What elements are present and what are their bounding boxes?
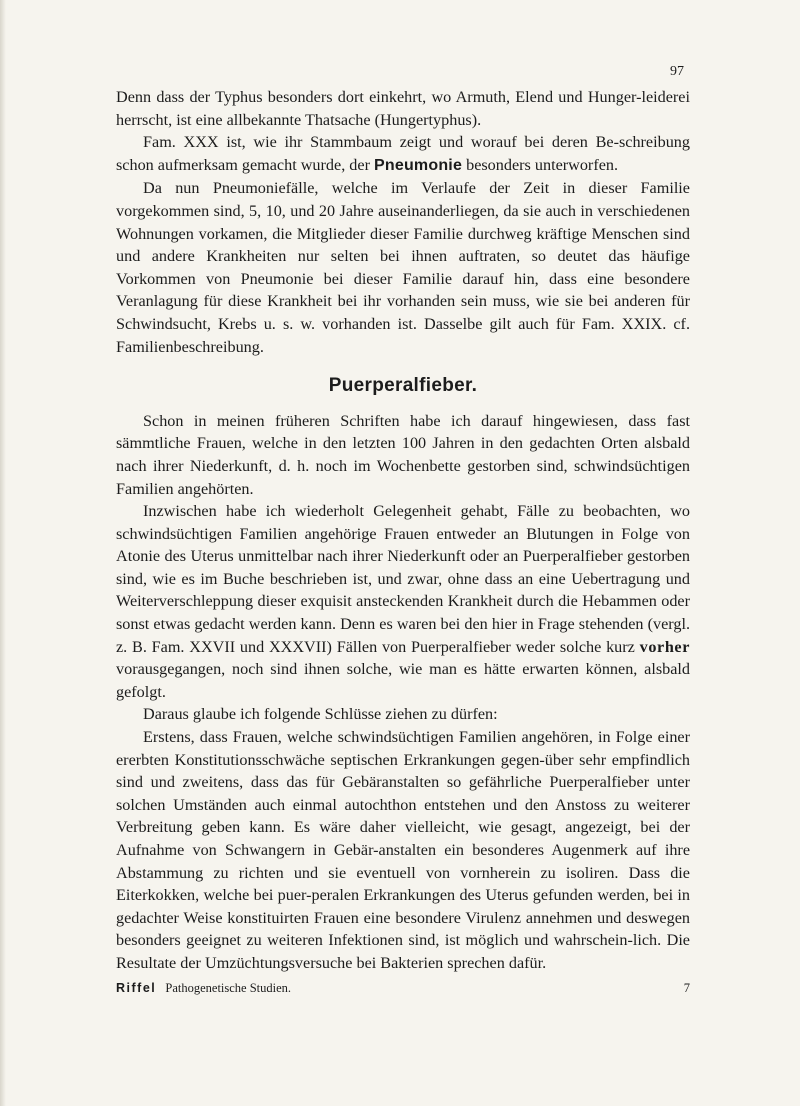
body-text-after-heading [116,410,690,975]
paragraph-text: besonders unterworfen. [462,155,619,174]
paragraph [116,177,690,358]
body-text-before-heading [116,86,690,358]
page-binding-edge [0,0,6,1106]
paragraph-text: Denn dass der Typhus besonders dort einkehrt, wo Armuth, Elend und Hunger-leiderei herrscht, ist eine allbekannte Thatsache (Hungertyphus). [116,88,690,129]
paragraph [116,410,690,500]
paragraph [116,726,690,975]
paragraph-text: Inzwischen habe ich wiederholt Gelegenheit gehabt, Fälle zu beobachten, wo schwindsüchtigen Familien angehörige Frauen entweder an Blutungen in Folge von Atonie des Uterus unmittelbar nach ihrer Niederkunft oder an Puerperalfieber gestorben sind, wie es im Buche beschrieben ist, und zwar, ohne dass an eine Uebertragung und Weiterverschleppung dieser exquisit ansteckenden Krankheit durch die Hebammen oder sonst etwas gedacht werden kann. Denn es waren bei den hier in Frage stehenden (vergl. z. B. Fam. XXVII und XXXVII) Fällen von Puerperalfieber weder solche kurz [116,502,690,656]
emphasized-text: vorher [639,637,690,656]
paragraph [116,131,690,177]
footer-citation [116,977,291,1000]
paragraph [116,703,690,726]
paragraph [116,86,690,131]
section-heading: Puerperalfieber. [328,375,478,397]
paragraph-text: Da nun Pneumoniefälle, welche im Verlaufe der Zeit in dieser Familie vorgekommen sind, 5, 10, und 20 Jahre auseinanderliegen, da sie auch in verschiedenen Wohnungen vorkamen, die Mitglieder dieser Familie durchweg kräftige Menschen sind und andere Krankheiten nur selten bei ihnen auftraten, so deutet das häufige Vorkommen von Pneumonie bei dieser Familie darauf hin, dass eine besondere Veranlagung für diese Krankheit bei ihr vorhanden sein muss, wie sie bei anderen für Schwindsucht, Krebs u. s. w. vorhanden ist. Dasselbe gilt auch für Fam. XXIX. cf. Familienbeschreibung. [116,179,690,356]
footer-signature-mark: 7 [683,980,690,995]
paragraph [116,500,690,703]
footer-book-title: Pathogenetische Studien. [165,980,292,995]
page-footer [116,977,690,1000]
footer-author: Riffel [116,980,157,995]
paragraph-text: Erstens, dass Frauen, welche schwindsüchtigen Familien angehören, in Folge einer ererbten Konstitutionsschwäche septischen Erkrankungen gegen-über sehr empfindlich sind und zweitens, dass das für Gebäranstalten so gefährliche Puerperalfieber unter solchen Umständen auch einmal autochthon entstehen und den Anstoss zu weiterer Verbreitung geben kann. Es wäre daher vielleicht, wie gesagt, angezeigt, bei der Aufnahme von Schwangern in Gebär-anstalten ein besonderes Augenmerk auf ihre Abstammung zu richten und sie eventuell von vornherein zu isoliren. Dass die Eiterkokken, welche bei puer-peralen Erkrankungen des Uterus gefunden werden, bei in gedachter Weise konstituirten Frauen eine besondere Virulenz annehmen und deswegen besonders geeignet zu weiteren Infektionen sind, ist möglich und wahrschein-lich. Die Resultate der Umzüchtungsversuche bei Bakterien sprechen dafür. [116,728,690,972]
paragraph-text: Fam. XXX ist, wie ihr Stammbaum zeigt und worauf bei deren Be-schreibung schon aufmerksam gemacht wurde, der [116,133,690,174]
page-number: 97 [670,64,684,79]
text-column [116,86,690,999]
paragraph-text: Schon in meinen früheren Schriften habe ich darauf hingewiesen, dass fast sämmtliche Frauen, welche in den letzten 100 Jahren in den gedachten Orten alsbald nach ihrer Niederkunft, d. h. noch im Wochenbette gestorben sind, schwindsüchtigen Familien angehörten. [116,411,690,498]
paragraph-text: Daraus glaube ich folgende Schlüsse ziehen zu dürfen: [143,705,498,724]
paragraph-text: vorausgegangen, noch sind ihnen solche, wie man es hätte erwarten können, alsbald gefolgt. [116,660,690,701]
emphasized-text: Pneumonie [374,156,463,174]
